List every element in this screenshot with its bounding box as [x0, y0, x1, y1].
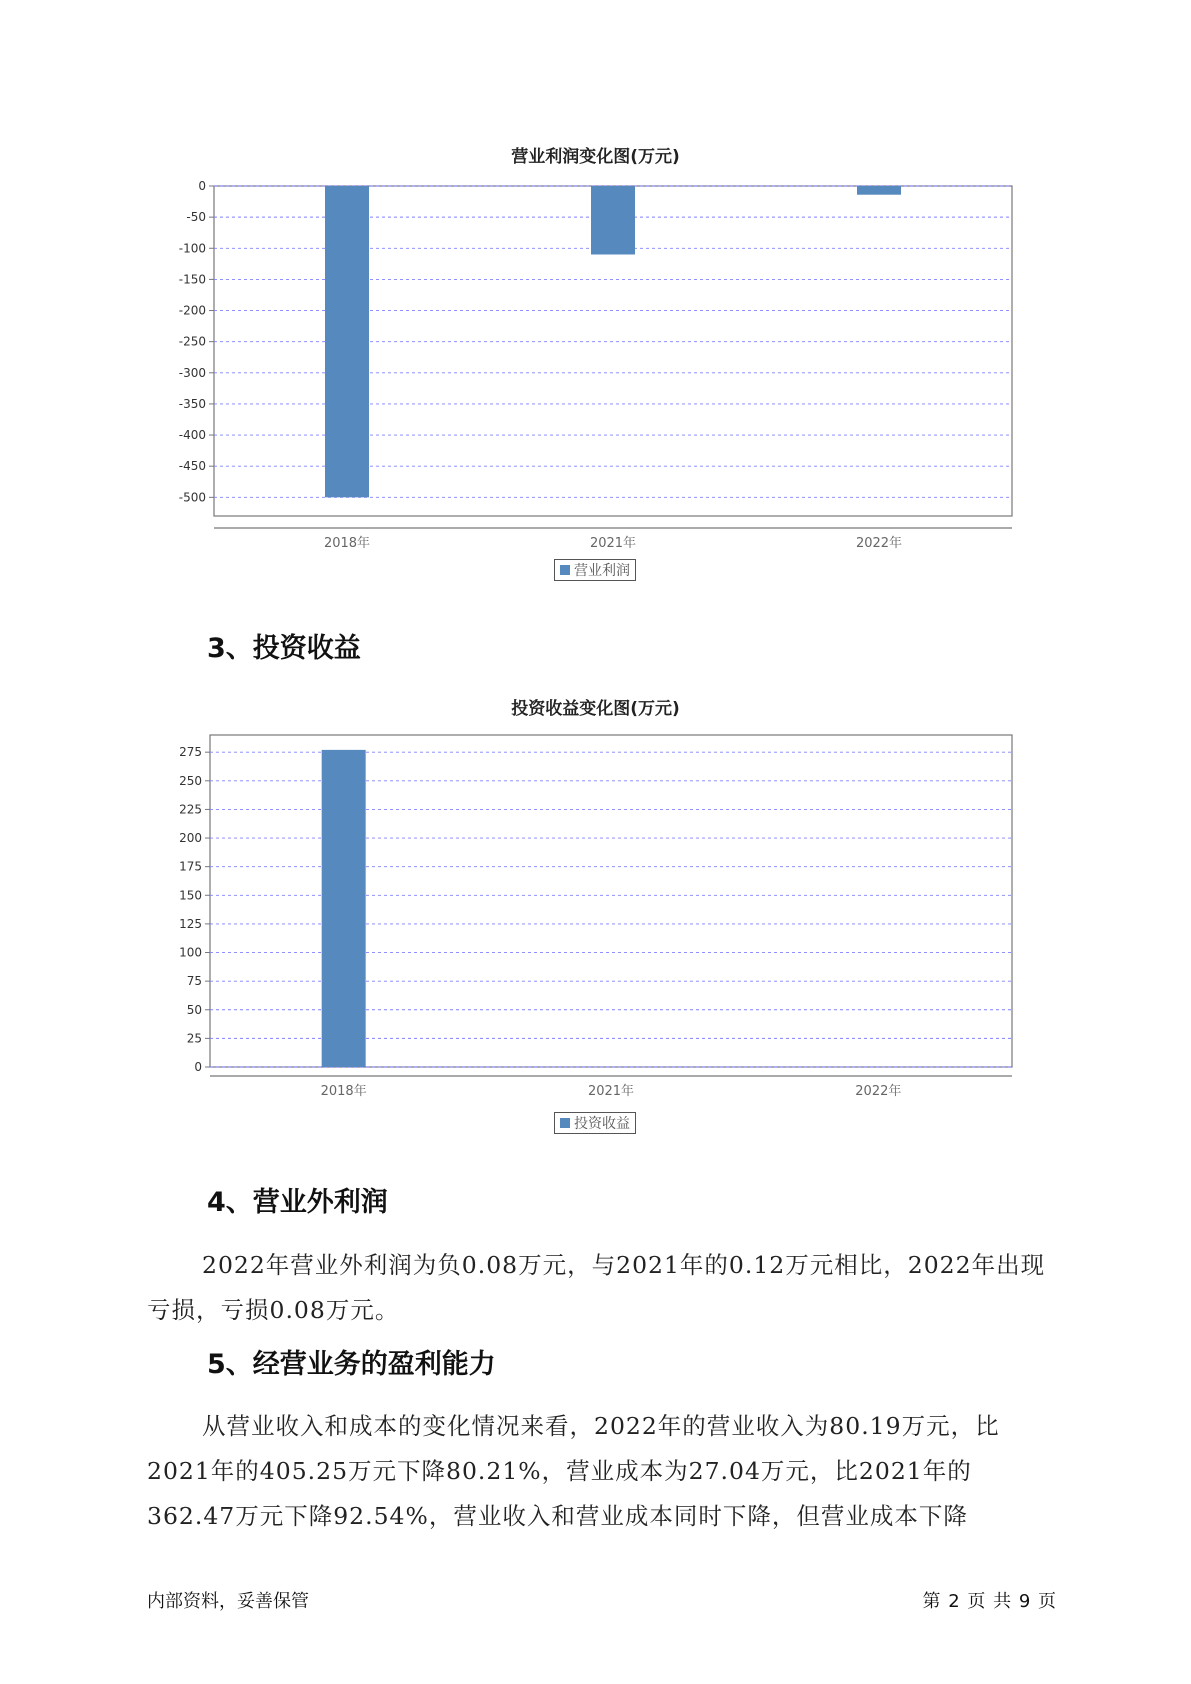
y-tick-label: -350 — [178, 396, 206, 411]
x-tick-label: 2022年 — [855, 1084, 902, 1099]
section-5-heading: 5、经营业务的盈利能力 — [207, 1349, 496, 1380]
bar — [325, 186, 369, 497]
section-3-heading: 3、投资收益 — [207, 633, 361, 664]
y-tick-label: 225 — [179, 802, 202, 817]
y-tick-label: 150 — [179, 888, 202, 903]
x-tick-label: 2018年 — [323, 536, 371, 551]
y-tick-label: 75 — [186, 974, 202, 989]
y-tick-label: -300 — [178, 365, 206, 380]
bar — [322, 750, 366, 1067]
y-tick-label: -50 — [186, 210, 206, 225]
footer-page-number: 第 2 页 共 9 页 — [922, 1591, 1057, 1612]
profit-legend-label: 营业利润 — [574, 563, 630, 579]
section-5-paragraph: 从营业收入和成本的变化情况来看，2022年的营业收入为80.19万元，比2021年的405.25万元下降80.21%，营业成本为27.04万元，比2021年的362.47万元下降92.54%，营业收入和营业成本同时下降，但营业成本下降 — [147, 1412, 1000, 1530]
y-tick-label: 200 — [179, 831, 202, 846]
investment-legend — [554, 1112, 636, 1134]
legend-swatch — [560, 565, 570, 575]
y-tick-label: -450 — [178, 459, 206, 474]
bar — [591, 186, 635, 254]
y-tick-label: 0 — [198, 179, 206, 193]
x-tick-label: 2022年 — [855, 536, 903, 551]
y-tick-label: 50 — [186, 1002, 202, 1017]
profit-legend — [554, 559, 636, 581]
y-tick-label: -400 — [178, 428, 206, 443]
profit-chart-title: 营业利润变化图(万元) — [511, 147, 680, 167]
bar — [857, 186, 901, 195]
y-tick-label: -100 — [178, 241, 206, 256]
y-tick-label: -150 — [178, 272, 206, 287]
y-tick-label: -250 — [178, 334, 206, 349]
section-4-paragraph: 2022年营业外利润为负0.08万元，与2021年的0.12万元相比，2022年出现亏损，亏损0.08万元。 — [147, 1251, 1046, 1324]
y-tick-label: 250 — [179, 773, 202, 788]
y-tick-label: 275 — [179, 745, 202, 760]
legend-swatch — [560, 1118, 570, 1128]
x-tick-label: 2021年 — [587, 1084, 635, 1099]
y-tick-label: 25 — [186, 1031, 202, 1046]
y-tick-label: 0 — [194, 1060, 202, 1074]
profit-chart — [0, 160, 1191, 551]
y-tick-label: -500 — [178, 490, 206, 505]
y-tick-label: -200 — [178, 303, 206, 318]
investment-legend-label: 投资收益 — [574, 1116, 630, 1132]
y-tick-label: 100 — [179, 945, 202, 960]
y-tick-label: 125 — [179, 916, 202, 931]
footer-note: 内部资料，妥善保管 — [147, 1591, 309, 1612]
section-4-heading: 4、营业外利润 — [207, 1187, 388, 1218]
y-tick-label: 175 — [179, 859, 202, 874]
x-tick-label: 2018年 — [320, 1084, 367, 1099]
x-tick-label: 2021年 — [589, 536, 637, 551]
investment-chart-title: 投资收益变化图(万元) — [511, 699, 680, 719]
investment-chart — [0, 715, 1191, 1099]
